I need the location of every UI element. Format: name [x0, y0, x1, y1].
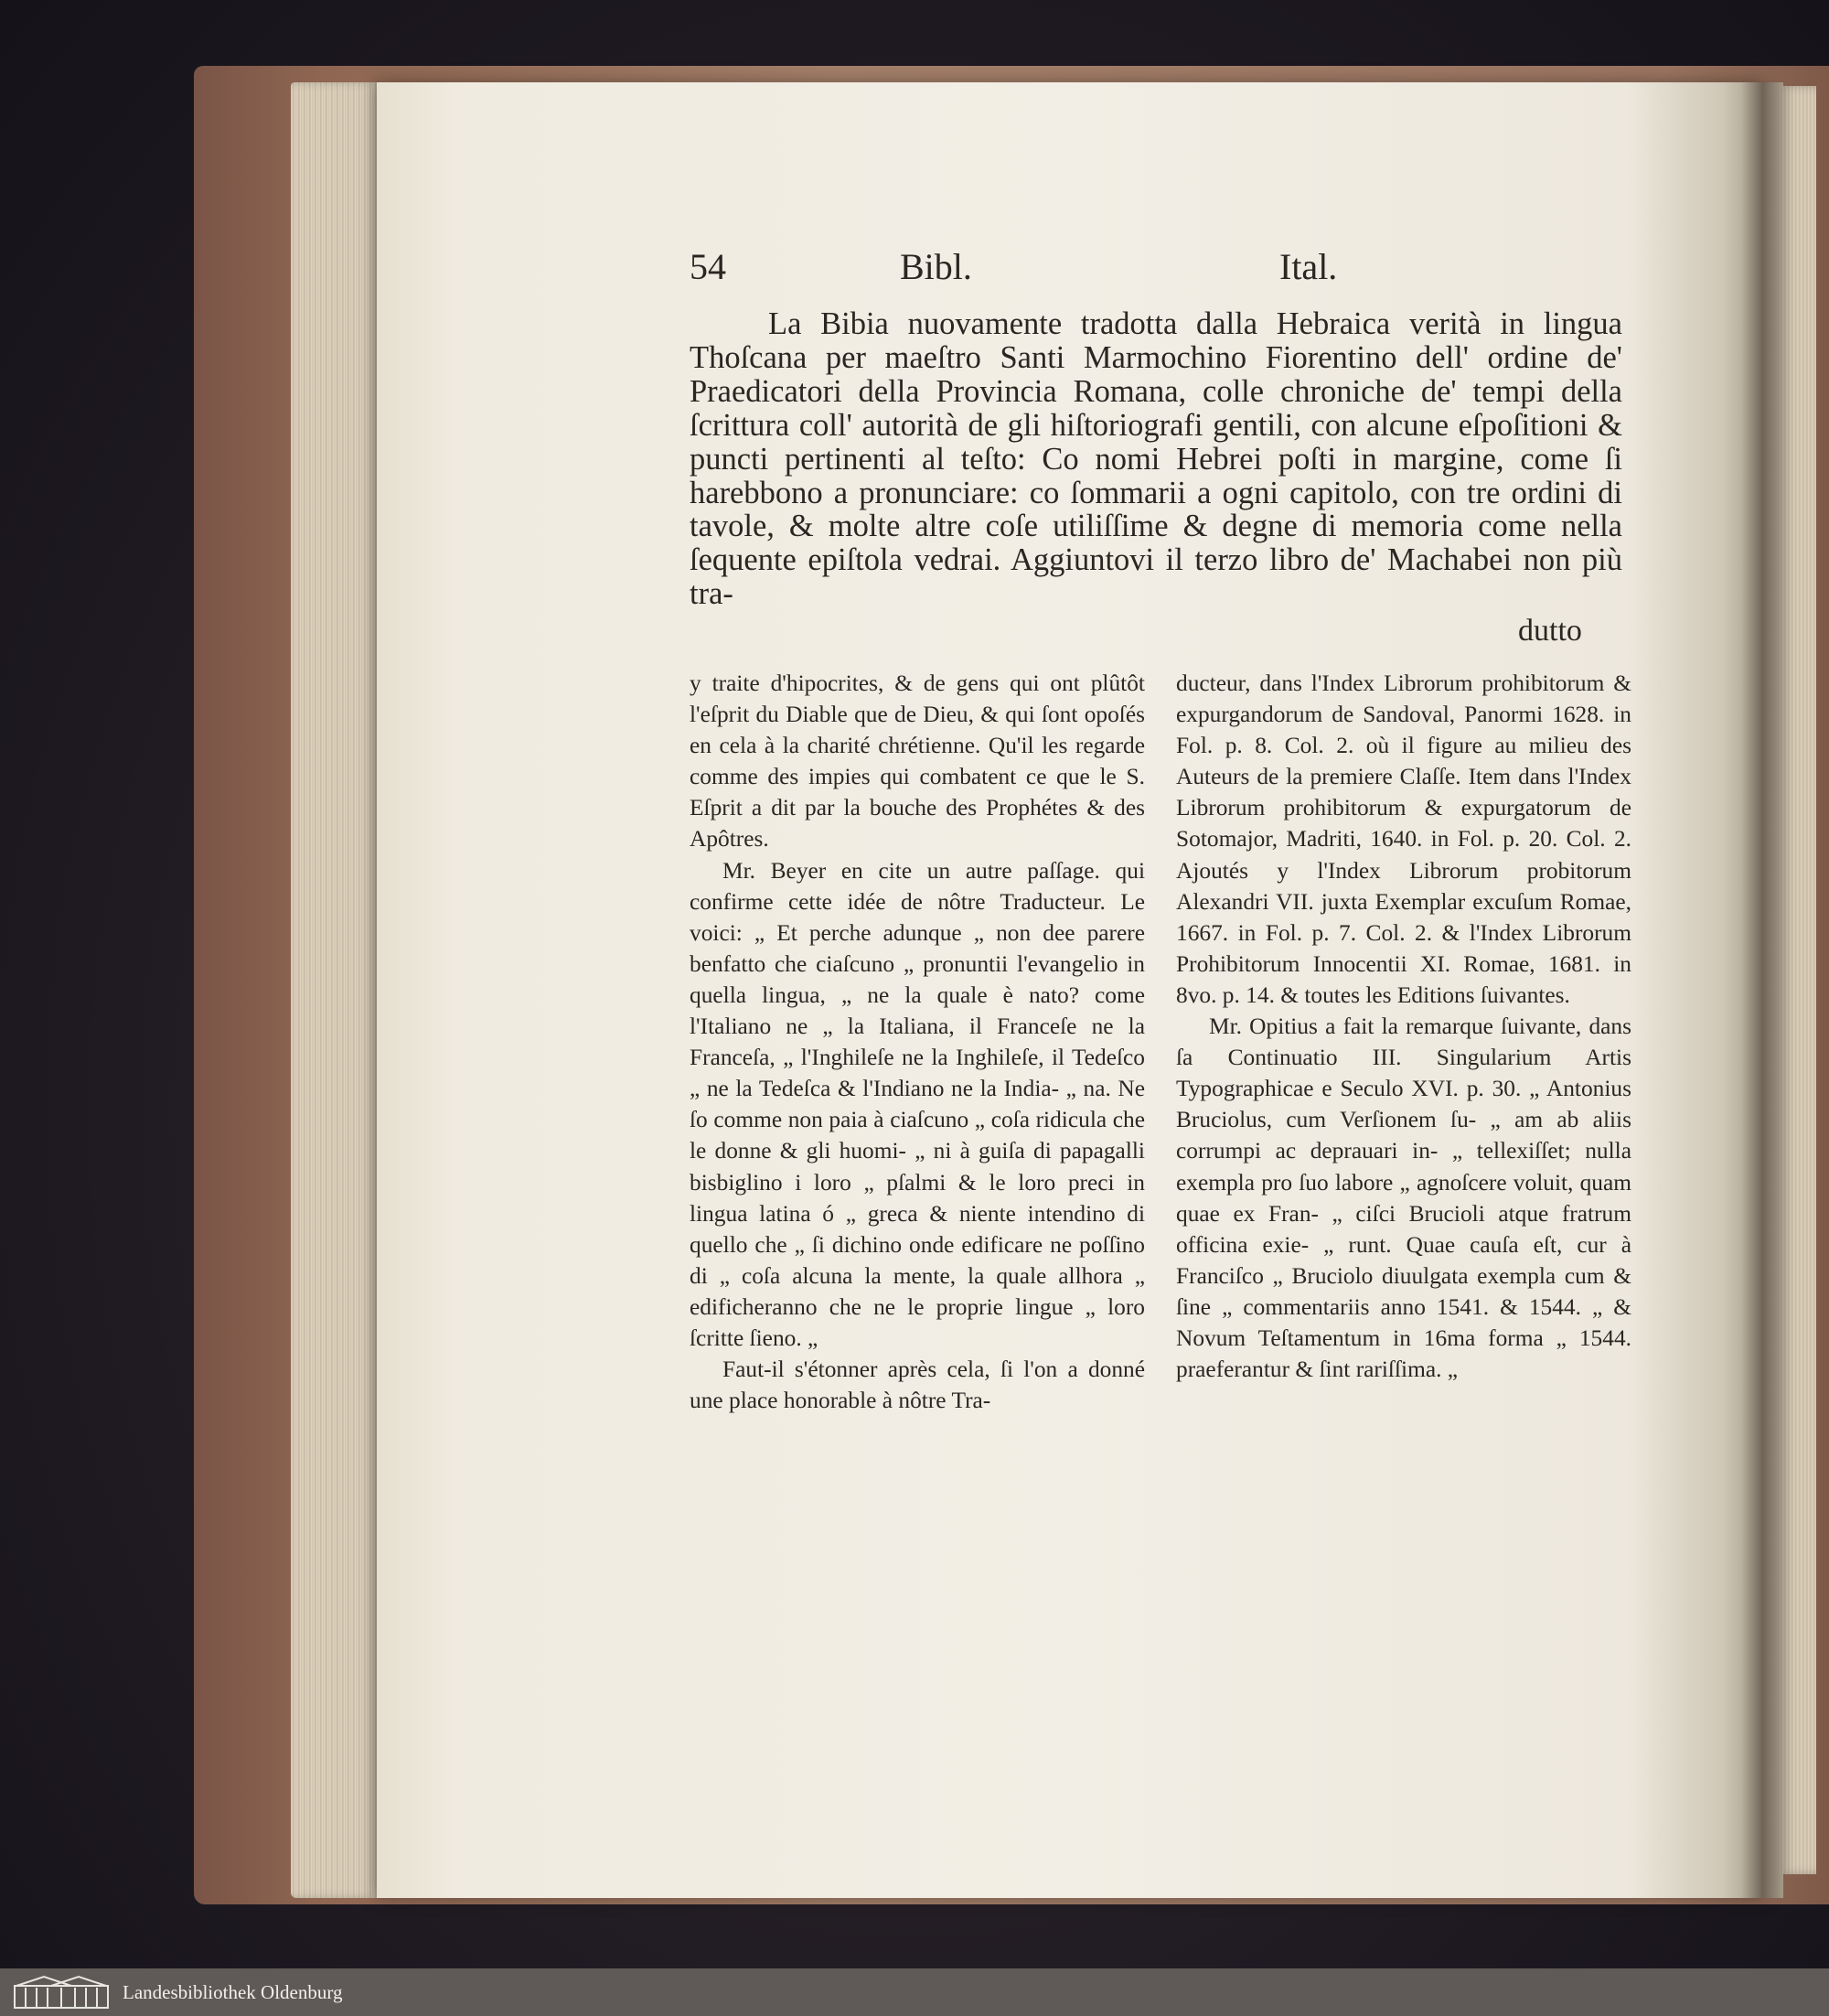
running-head	[690, 245, 1339, 289]
paragraph: Mr. Beyer en cite un autre paſſage. qui confirme cette idée de nôtre Traducteur. Le voici: „ Et perche adunque „ non dee parere benfatto che ciaſcuno „ pronuntii l'evangelio in quella lingua, „ ne la quale è nato? come l'Italiano ne „ la Italiana, il Franceſe ne la Franceſa, „ l'Inghileſe ne la Inghileſe, il Tedeſco „ ne la Tedeſca & l'Indiano ne la India- „ na. Ne ſo comme non paia à ciaſcuno „ coſa ridicula che le donne & gli huomi- „ ni à guiſa di papagalli bisbiglino i loro „ pſalmi & le loro preci in lingua latina ó „ greca & niente intendino di quello che „ ſi dichino onde edificare ne poſſino di „ coſa alcuna la mente, la quale allhora „ edificheranno che ne le proprie lingue „ loro ſcritte ſieno. „	[690, 857, 1145, 1351]
left-column	[690, 668, 1145, 1416]
footer-bar	[0, 1968, 1829, 2016]
paragraph: Faut-il s'étonner après cela, ſi l'on a donné une place honorable à nôtre Tra-	[690, 1357, 1145, 1414]
title-catchword: dutto	[1518, 614, 1582, 648]
page-edges-left	[291, 82, 379, 1898]
right-column	[1176, 668, 1631, 1385]
library-building-logo-icon	[7, 1973, 115, 2011]
paragraph: ducteur, dans l'Index Librorum prohibitorum & expurgandorum de Sandoval, Panormi 1628. in Fol. p. 8. Col. 2. où il figure au milieu des Auteurs de la premiere Claſſe. Item dans l'Index Librorum prohibitorum & expurgatorum de Sotomajor, Madriti, 1640. in Fol. p. 20. Col. 2. Ajoutés y l'Index Librorum probitorum Alexandri VII. juxta Exemplar excuſum Romae, 1667. in Fol. p. 7. Col. 2. & l'Index Librorum Prohibitorum Innocentii XI. Romae, 1681. in 8vo. p. 14. & toutes les Editions ſuivantes.	[1176, 670, 1631, 1008]
paragraph: Mr. Opitius a fait la remarque ſuivante, dans ſa Continuatio III. Singularium Artis Typographicae e Seculo XVI. p. 30. „ Antonius Bruciolus, cum Verſionem ſu- „ am ab aliis corrumpi ac deprauari in- „ tellexiſſet; nulla exempla pro ſuo labore „ agnoſcere voluit, quam quae ex Fran- „ ciſci Brucioli atque fratrum officina exie- „ runt. Quae cauſa eſt, cur à Franciſco „ Bruciolo diuulgata exempla cum & ſine „ commentariis anno 1541. & 1544. „ & Novum Teſtamentum in 16ma forma „ 1544. praeferantur & ſint rariſſima. „	[1176, 1013, 1631, 1383]
running-head-left: Bibl.	[900, 246, 972, 287]
paragraph: y traite d'hipocrites, & de gens qui ont plûtôt l'eſprit du Diable que de Dieu, & qui ſont opoſés en cela à la charité chrétienne. Qu'il les regarde comme des impies qui combatent ce que le S. Eſprit a dit par la bouche des Prophétes & des Apôtres.	[690, 670, 1145, 853]
bibliographic-title-entry: La Bibia nuovamente tradotta dalla Hebraica verità in lingua Thoſcana per maeſtro Santi Marmochino Fiorentino dell' ordine de' Praedicatori della Provincia Romana, colle chroniche de' tempi della ſcrittura coll' autorità de gli hiſtoriografi gentili, con alcune eſpoſitioni & puncti pertinenti al teſto: Co nomi Hebrei poſti in margine, come ſi harebbono a pronunciare: co ſommarii a ogni capitolo, con tre ordini di tavole, & molte altre coſe utiliſſime & degne di memoria come nella ſequente epiſtola vedrai. Aggiuntovi il terzo libro de' Machabei non più tra-	[690, 306, 1622, 612]
page-edges-right	[1780, 86, 1816, 1874]
page-gutter	[1742, 82, 1783, 1898]
page-number: 54	[690, 246, 726, 287]
library-name: Landesbibliothek Oldenburg	[123, 1981, 343, 2003]
running-head-right: Ital.	[1279, 246, 1338, 287]
